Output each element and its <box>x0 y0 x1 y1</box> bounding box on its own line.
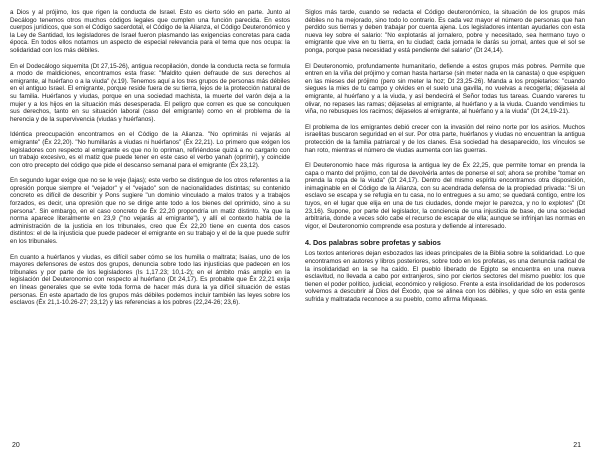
section-heading: 4. Dos palabras sobre profetas y sabios <box>305 238 441 248</box>
paragraph: Idéntica preocupación encontramos en el Código de la Alianza. "No oprimirás ni vejarás al emigrante" (Éx 22,20). "No humillarás a viudas ni huérfanos" (Éx 22,21). Lo primero que exigen los legisladores con respecto al emigrante es que no lo opriman, refiriéndose quizá a no cargarlo con un trabajo excesivo, es el matiz que puede tener en este caso el verbo yanah (oprimir), y coincide con otro precepto del código que pide el descanso semanal para el emigrante (Éx 23,12). <box>10 131 290 169</box>
left-page-text <box>10 9 290 315</box>
paragraph: a Dios y al prójimo, los que rigen la conducta de Israel. Esto es cierto sólo en parte. Junto al Decálogo tenemos otros muchos códigos legales que cumplen una función parecida. En estos cuerpos jurídicos, que son el Código sacerdotal, el Código de la Alianza, el Código Deuteronómico y la Ley de Santidad, los legisladores de Israel fueron plasmando las exigencias concretas para cada época. En todos ellos notamos un aspecto de especial relevancia para el tema que nos ocupa: la solidaridad con los más débiles. <box>10 9 290 54</box>
page-number: 20 <box>12 442 20 449</box>
paragraph: En cuanto a huérfanos y viudas, es difícil saber cómo se los humilla o maltrata; Isaías, uno de los mayores defensores de estos dos grupos, denuncia sobre todo las injusticias que padecen en los tribunales y por parte de los legisladores (Is 1,17.23; 10,1-2); en el ámbito más amplio en la legislación del Deuteronomio con respecto al huérfano (Dt 24,17). Es probable que Éx 22,21 exija en líneas generales que se evite toda forma de hacer más dura la ya difícil situación de estas personas. En este apartado de los grupos más débiles podemos incluir también las leyes sobre los esclavos (Éx 21,1-10.26-27; 23,12) y las referencias a los pobres (22,24-26; 23,6). <box>10 253 290 307</box>
page-number: 21 <box>573 442 581 449</box>
left-page <box>10 0 290 463</box>
paragraph: El problema de los emigrantes debió crecer con la invasión del reino norte por los asirios. Muchos israelitas buscaron seguridad en el sur. Por otra parte, huérfanos y viudas no encuentran la antigua protección de la familia patriarcal y de los clanes. Esa sociedad ha desaparecido, los vínculos se han roto, mientras el número de viudas aumenta con las guerras. <box>305 123 585 154</box>
paragraph: El Deuteronomio hace más rigurosa la antigua ley de Éx 22,25, que permite tomar en prenda la capa o manto del prójimo, con tal de devolvérla antes de ponerse el sol; ahora se prohíbe "tomar en prenda la ropa de la viuda" (Dt 24,17). Dentro del mismo espíritu encontramos otra disposición, inimaginable en el Código de la Alianza, con su acendrada defensa de la propiedad privada: "Si un esclavo se escapa y se refugia en tu casa, no lo entregues a su amo; se quedará contigo, entre los tuyos, en el lugar que elija en una de tus ciudades, donde mejor le parezca, y no lo explotes" (Dt 23,16). Supone, por parte del legislador, la conciencia de una injusticia de base, de una sociedad arbitraria, donde a veces sólo cabe el recurso de escapar de ella; aunque se infrinjan las normas en vigor, el Deuteronomio comprende esa postura y defiende al interesado. <box>305 162 585 230</box>
paragraph: En el Dodecálogo siquemita (Dt 27,15-26), antigua recopilación, donde la conducta recta se formula a modo de maldiciones, encontramos esta frase: "Maldito quien defraude de sus derechos al emigrante, al huérfano o a la viuda" (v.19). Tenemos aquí a los tres grupos de personas más débiles en el antiguo Israel. El emigrante, porque reside fuera de su tierra, lejos de la protección natural de su familia. Huérfanos y viudas, porque en una sociedad machista, la muerte del varón deja a la mujer y a los hijos en la situación más desesperada. El peligro que corren es que se conculquen sus derechos, tanto en su situación laboral (caso del emigrante) como en el problema de la herencia y de la supervivencia (viudas y huérfanos). <box>10 62 290 123</box>
paragraph: Los textos anteriores dejan esbozados las ideas principales de la Biblia sobre la solidaridad. Lo que encontramos en autores y libros posteriores, sobre todo en los profetas, es una denuncia radical de la insolidaridad en la se ha caído. El pueblo liberado de Egipto se encuentra en una nueva esclavitud, no llevada a cabo por extranjeros, sino por ciertos sectores del mismo pueblo: los que tienen el poder político, judicial, económico y religioso. Frente a esta insolidaridad de los poderosos volvemos a descubrir al Dios del Éxodo, que se alinea con los débiles, y que sólo en esta gente sufrida y maltratada reconoce a su pueblo, como afirma Miqueas. <box>305 250 585 303</box>
paragraph: En segundo lugar exige que no se le veje (lajas); este verbo se distingue de los otros referentes a la opresión porque siempre el "vejador" y el "vejado" son de nacionalidades distintas; su contenido concreto es difícil de describir y Pons sugiere "un dominio vinculado a malos tratos y a trabajos forzados, es decir, una opresión que no se dirige ante todo a los bienes del oprimido, sino a su persona". Sin embargo, en el caso concreto de Éx 22,20 propondría un matiz distinto. Ya que la norma aparece literalmente en 23,9 ("no vejarás al emigrante"), y allí el contexto habla de la administración de la justicia en los tribunales, creo que Éx 22,20 tiene en cuenta dos casos distintos: el de la injusticia que puede padecer el emigrante en su trabajo y el de la que puede sufrir en los tribunales. <box>10 177 290 246</box>
right-page <box>305 0 585 463</box>
right-page-text <box>305 9 585 312</box>
paragraph: Siglos más tarde, cuando se redacta el Código deuteronómico, la situación de los grupos más débiles no ha mejorado, sino todo lo contrario. Es cada vez mayor el número de personas que han perdido sus tierras y deben trabajar por cuenta ajena. Los legisladores intentan ayudarles con esta nueva ley sobre el salario: "No explotarás al jornalero, pobre y necesitado, sea hermano tuyo o emigrante que vive en tu tierra, en tu ciudad; cada jornada le darás su jornal, antes que el sol se ponga, porque pasa necesidad y está pendiente del salario" (Dt 24,14). <box>305 9 585 54</box>
paragraph: El Deuteronomio, profundamente humanitario, defiende a estos grupos más pobres. Permite que entren en la viña del prójimo y coman hasta hartarse (sin meter nada en la canasta) o que espiguen en las mieses del prójimo (pero sin meter la hoz; Dt 23,25-26). Manda a los propietarios: "cuando siegues la mies de tu campo y olvides en el suelo una gavilla, no vuelvas a recogerla; déjasela al emigrante, al huérfano y a la viuda, y así bendecirá el Señor todas tus tareas. Cuando vareres tu olivar, no repases las ramas; déjaselas al emigrante, al huérfano y a la viuda. Cuando vendimies tu viña, no rebusques los racimos; déjaselos al emigrante, al huérfano y a la viuda" (Dt 24,19-21). <box>305 62 585 116</box>
